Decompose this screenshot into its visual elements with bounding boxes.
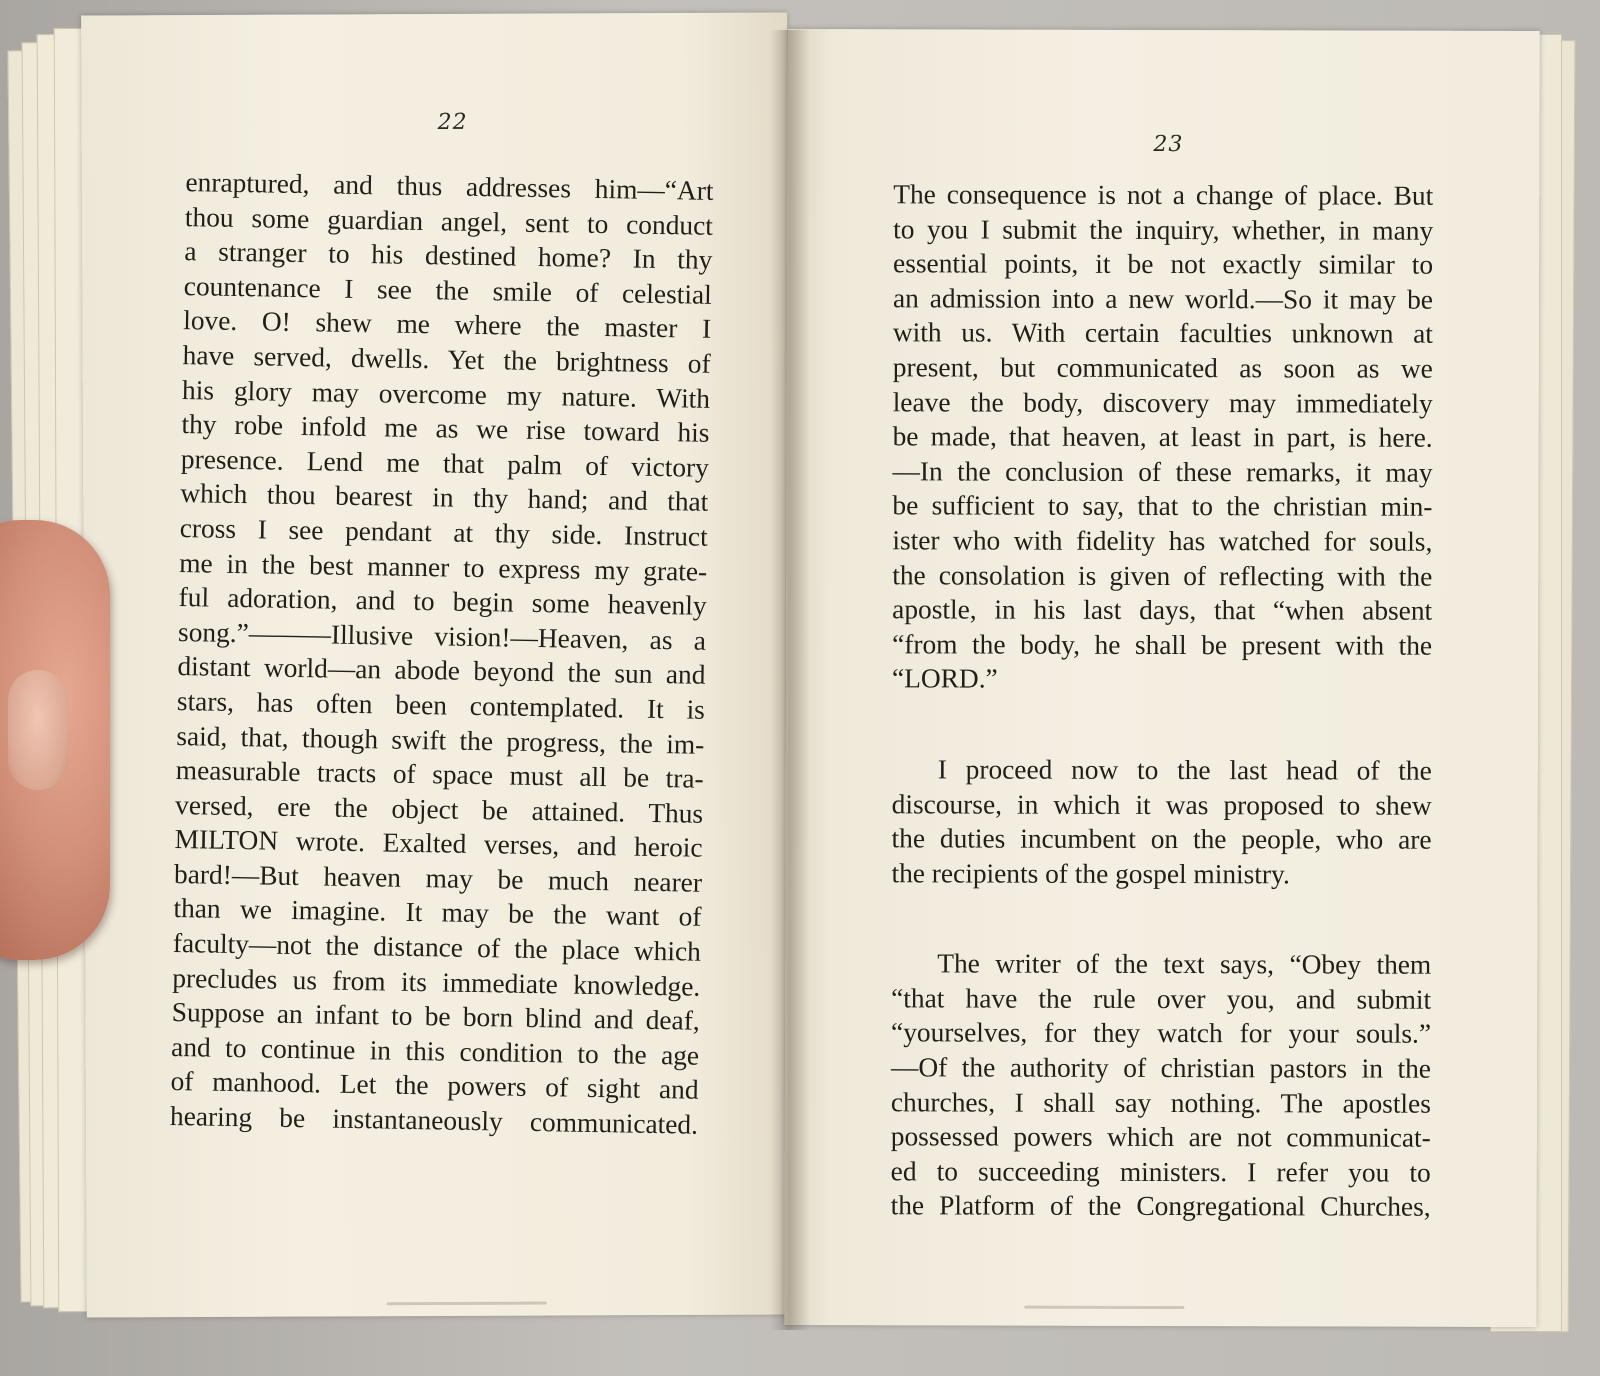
text-line: ed to succeeding ministers. I refer you to	[890, 1156, 1431, 1188]
text-line: present, but communicated as soon as we	[892, 352, 1433, 384]
text-line: and to continue in this condition to the age	[170, 1031, 700, 1071]
text-line: the duties incumbent on the people, who are	[891, 823, 1432, 855]
page-number: 23	[1153, 131, 1184, 158]
text-line: me in the best manner to express my grate-	[178, 547, 708, 587]
text-line: with us. With certain faculties unknown at	[892, 317, 1433, 350]
text-line: enraptured, and thus addresses him—“Art	[185, 167, 714, 206]
text-line: essential points, it be not exactly similar to	[893, 248, 1434, 280]
text-line: versed, ere the object be attained. Thus	[174, 789, 704, 829]
text-line: ister who with fidelity has watched for souls,	[892, 525, 1433, 557]
text-line: “yourselves, for they watch for your souls.”	[891, 1017, 1432, 1050]
text-line: “that have the rule over you, and submit	[891, 983, 1432, 1015]
text-line: than we imagine. It may be the want of	[173, 893, 702, 933]
text-line: bard!—But heaven may be much nearer	[173, 858, 703, 898]
text-line: possessed powers which are not communicat-	[890, 1121, 1431, 1153]
text-line: song.”———Illusive vision!—Heaven, as a	[177, 616, 707, 656]
left-page-text	[170, 165, 714, 1142]
text-line: love. O! shew me where the master I	[182, 305, 712, 345]
text-line: apostle, in his last days, that “when absent	[892, 594, 1433, 626]
text-line: a stranger to his destined home? In thy	[184, 236, 713, 276]
text-line: distant world—an abode beyond the sun and	[177, 651, 706, 691]
text-line: hearing be instantaneously communicated.	[169, 1100, 699, 1140]
page-number: 22	[437, 109, 468, 135]
text-line: “LORD.”	[891, 663, 998, 694]
book-gutter	[770, 30, 810, 1330]
text-line: precludes us from its immediate knowledge.	[172, 962, 701, 1002]
text-line: leave the body, discovery may immediately	[892, 386, 1433, 419]
text-line: the consolation is given of reflecting with the	[892, 559, 1433, 592]
right-page-text	[891, 177, 1434, 1224]
text-line: be made, that heaven, at least in part, is here.	[892, 421, 1433, 453]
text-line: —Of the authority of christian pastors in the	[890, 1052, 1432, 1084]
text-line: The writer of the text says, “Obey them	[937, 948, 1432, 980]
text-line: thy robe infold me as we rise toward his	[181, 409, 710, 448]
text-line: an admission into a new world.—So it may be	[892, 283, 1434, 315]
text-line: I proceed now to the last head of the	[937, 754, 1432, 786]
paragraph-gap	[891, 891, 1431, 948]
text-line: —In the conclusion of these remarks, it may	[892, 456, 1433, 488]
text-line: countenance I see the smile of celestial	[183, 270, 712, 310]
text-line: said, that, though swift the progress, the im-	[176, 720, 705, 760]
page-crease	[1024, 1306, 1184, 1309]
text-line: MILTON wrote. Exalted verses, and heroic	[174, 824, 703, 864]
text-line: the Platform of the Congregational Churches,	[890, 1190, 1431, 1223]
text-line: measurable tracts of space must all be tra-	[175, 755, 704, 794]
text-line: “from the body, he shall be present with the	[892, 629, 1433, 661]
text-line: faculty—not the distance of the place which	[172, 928, 702, 967]
text-line: the recipients of the gospel ministry.	[891, 857, 1290, 890]
text-line: of manhood. Let the powers of sight and	[170, 1066, 699, 1106]
text-line: which thou bearest in thy hand; and that	[180, 478, 709, 518]
thumb-nail	[8, 670, 68, 790]
right-page	[784, 29, 1539, 1327]
text-line: The consequence is not a change of place. But	[893, 179, 1434, 211]
page-crease	[387, 1302, 547, 1306]
text-line: Suppose an infant to be born blind and deaf,	[171, 997, 700, 1036]
text-line: be sufficient to say, that to the christian min-	[892, 490, 1433, 523]
text-line: churches, I shall say nothing. The apostles	[890, 1086, 1431, 1119]
paragraph-gap	[892, 696, 1432, 753]
text-line: have served, dwells. Yet the brightness of	[182, 340, 711, 379]
left-page	[81, 12, 793, 1317]
text-line: his glory may overcome my nature. With	[181, 374, 711, 414]
text-line: thou some guardian angel, sent to conduct	[184, 201, 714, 241]
text-line: to you I submit the inquiry, whether, in many	[893, 213, 1434, 246]
text-line: stars, has often been contemplated. It is	[176, 685, 706, 725]
text-line: ful adoration, and to begin some heavenly	[178, 582, 707, 621]
text-line: presence. Lend me that palm of victory	[180, 443, 710, 483]
text-line: discourse, in which it was proposed to shew	[891, 788, 1432, 821]
thumb	[0, 520, 110, 960]
text-line: cross I see pendant at thy side. Instruct	[179, 512, 708, 552]
